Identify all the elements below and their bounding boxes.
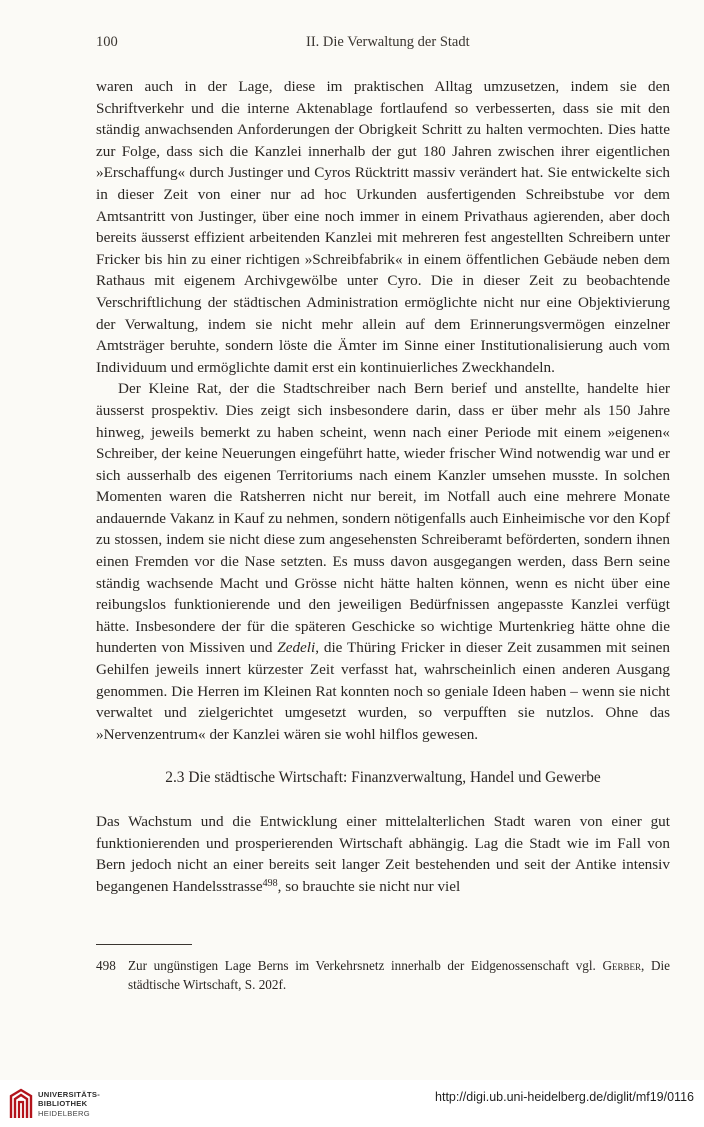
paragraph-2 xyxy=(96,378,670,745)
italic-term: Zedeli xyxy=(277,639,316,657)
footnote-divider xyxy=(96,944,192,945)
logo-line-3: HEIDELBERG xyxy=(38,1108,90,1118)
source-url[interactable]: http://digi.ub.uni-heidelberg.de/diglit/mf19/0116 xyxy=(435,1090,694,1104)
paragraph-2-text-a: Der Kleine Rat, der die Stadtschreiber nach Bern berief und anstellte, handelte hier äusserst prospektiv. Dies zeigt sich insbesondere darin, dass er über mehr als 150 Jahre hinweg, jeweils bemerkt zu haben scheint, wenn nach einer Periode mit einem »eigenen« Schreiber, der keine Neuerungen eingeführt hatte, wieder frischer Wind notwendig war und er sich ausserhalb des eigenen Territoriums nach einem Kanzler umsehen musste. In solchen Momenten waren die Ratsherren nicht nur bereit, im Notfall auch eine mehrere Monate andauernde Vakanz in Kauf zu nehmen, sondern nötigenfalls auch Einheimische vor den Kopf zu stossen, indem sie nicht diese zum angesehensten Schreiberamt beförderten, sondern ihnen einen Fremden vor die Nase setzten. Es muss davon ausgegangen werden, dass Bern seine ständig wachsende Macht und Grösse nicht hätte halten können, wenn es nicht über eine reibungslos funktionierende und den jeweiligen Bedürfnissen angepasste Kanzlei verfügt hätte. Insbesondere der für die späteren Geschicke so wichtige Murtenkrieg hätte ohne die hunderten von Missiven und xyxy=(96,380,670,657)
logo-line-1: UNIVERSITÄTS- xyxy=(38,1090,101,1099)
running-header xyxy=(96,34,636,54)
logo-line-2: BIBLIOTHEK xyxy=(38,1099,88,1109)
footnote-author: Gerber xyxy=(602,958,642,973)
footnote xyxy=(96,957,670,994)
paragraph-3-text-a: Das Wachstum und die Entwicklung einer mittelalterlichen Stadt waren von einer gut funktionierenden und prosperierenden Wirtschaft abhängig. Lag die Stadt wie im Fall von Bern jedoch nicht an einer bereits seit langer Zeit bestehenden und seit der Antike intensiv begangenen Handelsstrasse xyxy=(96,813,670,895)
running-title: II. Die Verwaltung der Stadt xyxy=(306,34,470,50)
paragraph-3-text-b: , so brauchte sie nicht nur viel xyxy=(277,877,461,895)
page-number: 100 xyxy=(96,34,118,50)
paragraph-2-text-b: , die Thüring Fricker in dieser Zeit zusammen mit seinen Gehilfen jeweils innert kürzester Zeit verfasst hat, wahrscheinlich einen anderen Ausgang genommen. Die Herren im Kleinen Rat konnten noch so geniale Ideen haben – wenn sie nicht verwaltet und zielgerichtet umgesetzt wurden, so verpufften sie nutzlos. Ohne das »Nervenzentrum« der Kanzlei wären sie wohl hilflos gewesen. xyxy=(96,639,670,743)
library-logo-text xyxy=(38,1090,100,1118)
footnote-text-b: , Die städtische Wirtschaft, S. 202f. xyxy=(128,958,670,992)
body-text xyxy=(96,76,670,897)
footnote-text xyxy=(128,957,670,994)
footnote-text-a: Zur ungünstigen Lage Berns im Verkehrsnetz innerhalb der Eidgenossenschaft vgl. xyxy=(128,958,603,973)
footnote-number: 498 xyxy=(96,958,116,973)
library-logo-icon xyxy=(8,1087,34,1121)
section-heading: 2.3 Die städtische Wirtschaft: Finanzverwaltung, Handel und Gewerbe xyxy=(165,769,601,787)
paragraph-1: waren auch in der Lage, diese im praktischen Alltag umzusetzen, indem sie den Schriftverkehr und die interne Aktenablage fortlaufend so verbesserten, dass sie mit den ständig anwachsenden Anforderungen der Obrigkeit Schritt zu halten vermochten. Dies hatte zur Folge, dass sich die Kanzlei innerhalb der gut 180 Jahren zwischen ihrer eigentlichen »Erschaffung« durch Justinger und Cyros Rücktritt massiv verändert hat. Sie entwickelte sich in dieser Zeit von einer nur ad hoc Urkunden ausfertigenden Schreibstube vor dem Amtsantritt von Justinger, über eine noch immer in einem Privathaus agierenden, aber doch bereits äusserst effizient arbeitenden Kanzlei mit mehreren fest angestellten Schreibern unter Fricker bis hin zu einer richtigen »Schreibfabrik« in einem öffentlichen Gebäude neben dem Rathaus mit eigenem Archivgewölbe unter Cyro. Die in dieser Zeit zu beobachtende Verschriftlichung der städtischen Administration ermöglichte nicht nur eine Objektivierung der Verwaltung, indem sie nicht mehr allein auf dem Erinnerungsvermögen einzelner Amtsträger beruhte, sondern löste die Ämter im Sinne einer Institutionalisierung auch vom Individuum und ermöglichte damit erst ein kontinuierliches Zweckhandeln. xyxy=(96,78,670,376)
paragraph-3 xyxy=(96,811,670,897)
library-logo[interactable] xyxy=(8,1087,128,1123)
footnote-reference[interactable]: 498 xyxy=(262,877,278,889)
